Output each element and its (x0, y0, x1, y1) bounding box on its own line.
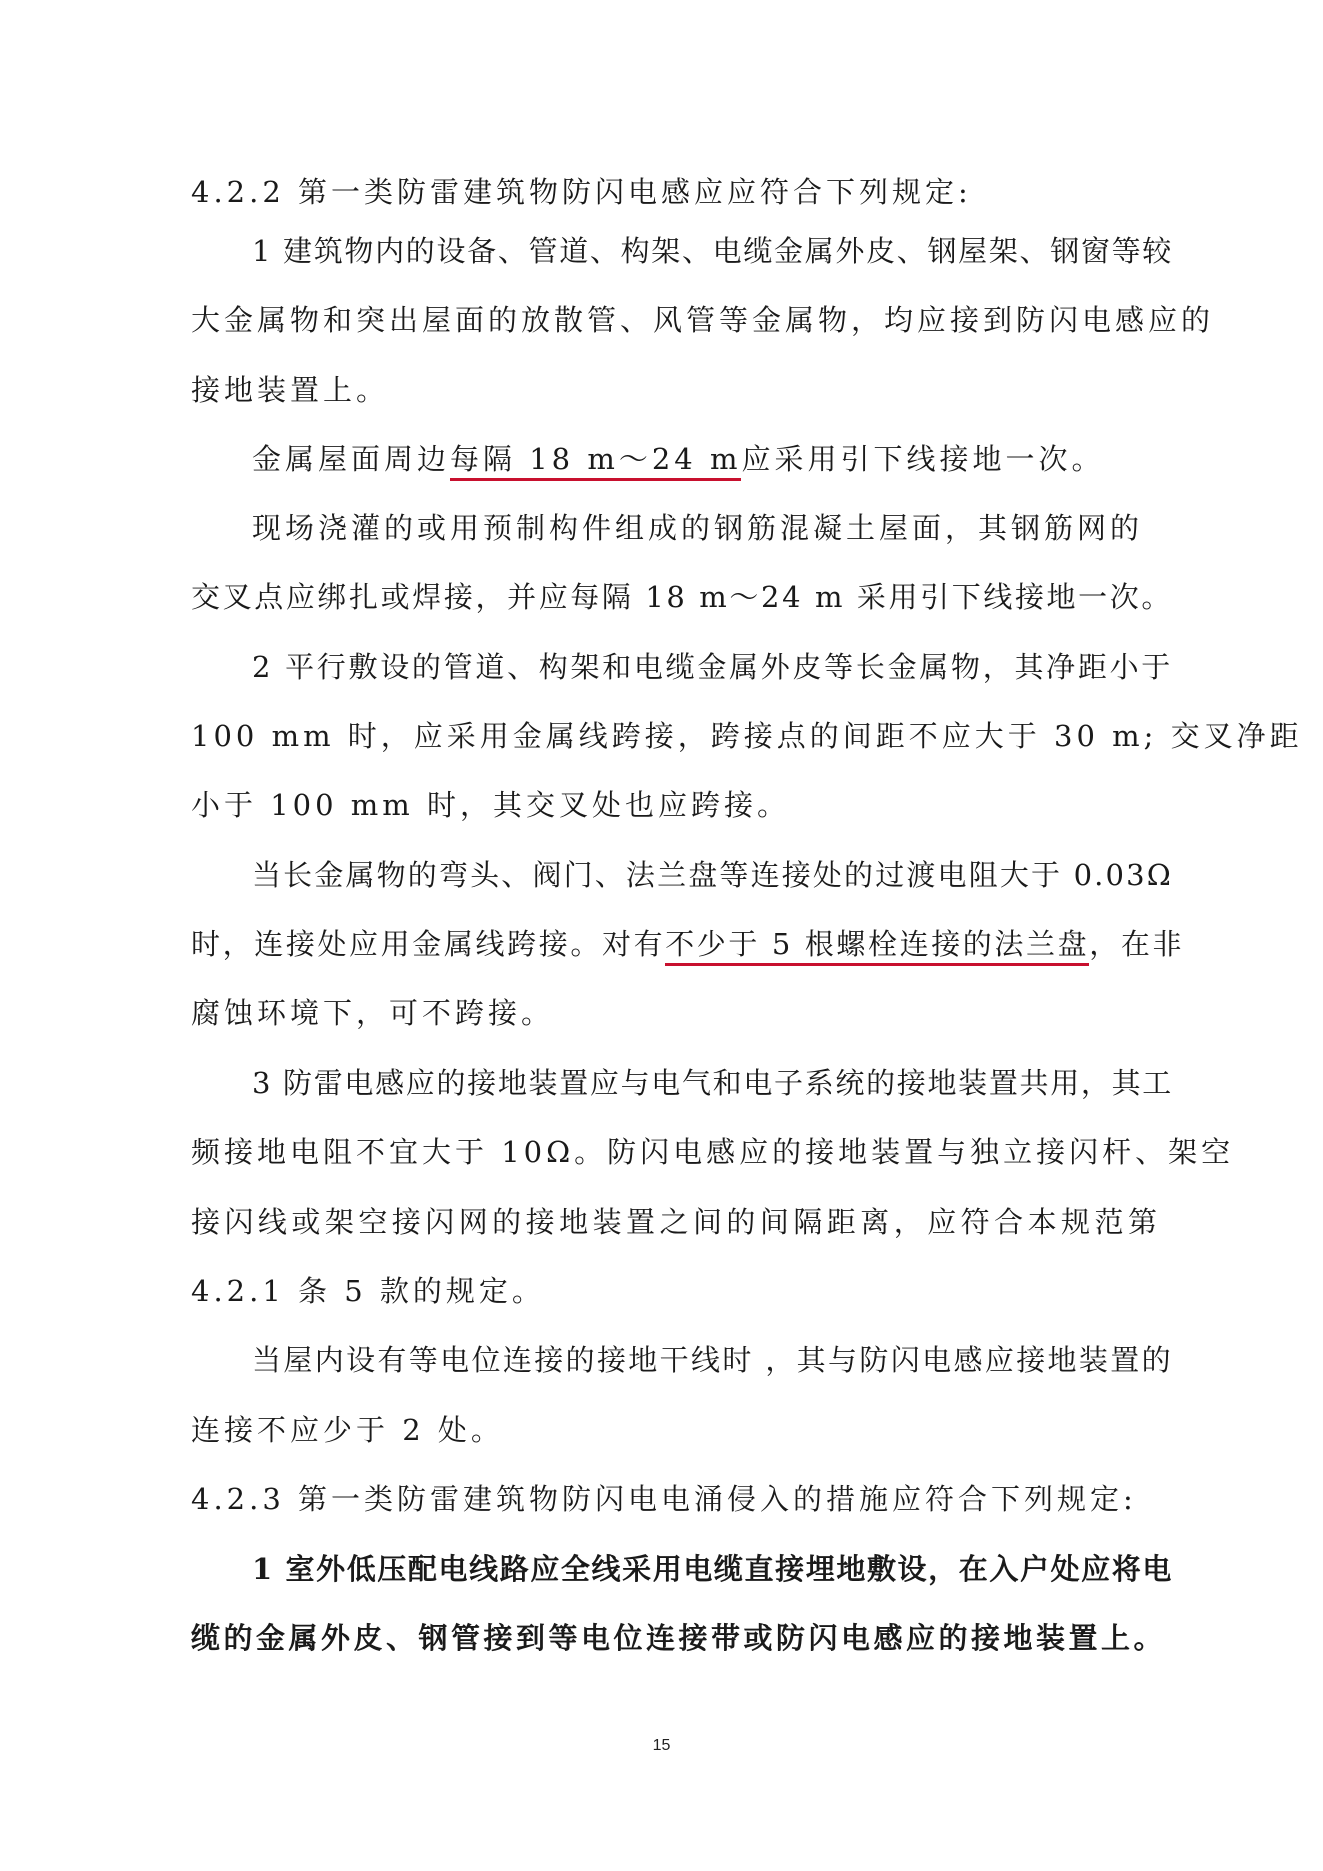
underlined-text: 每隔 18 m～24 m (450, 442, 741, 481)
paragraph-line: 1 建筑物内的设备、管道、构架、电缆金属外皮、钢屋架、钢窗等较 (252, 234, 1173, 268)
paragraph-line: 接地装置上。 (191, 373, 390, 407)
underlined-text: 不少于 5 根螺栓连接的法兰盘 (665, 927, 1089, 966)
text-segment: ，在非 (1089, 927, 1185, 961)
paragraph-line: 当长金属物的弯头、阀门、法兰盘等连接处的过渡电阻大于 0.03Ω (252, 858, 1173, 892)
paragraph-line: 大金属物和突出屋面的放散管、风管等金属物，均应接到防闪电感应的 (191, 303, 1215, 337)
bold-paragraph-line: 1 室外低压配电线路应全线采用电缆直接埋地敷设，在入户处应将电 (252, 1552, 1173, 1586)
paragraph-line-underlined (191, 924, 1184, 964)
paragraph-line: 连接不应少于 2 处。 (191, 1413, 504, 1447)
clause-heading-4-2-2: 4.2.2 第一类防雷建筑物防闪电感应应符合下列规定: (191, 175, 972, 209)
clause-heading-4-2-3: 4.2.3 第一类防雷建筑物防闪电电涌侵入的措施应符合下列规定: (191, 1482, 1137, 1516)
page-number: 15 (652, 1737, 671, 1754)
bold-paragraph-line: 缆的金属外皮、钢管接到等电位连接带或防闪电感应的接地装置上。 (191, 1621, 1167, 1655)
text-segment: 时，连接处应用金属线跨接。对有 (191, 927, 666, 961)
paragraph-line: 100 mm 时，应采用金属线跨接，跨接点的间距不应大于 30 m; 交叉净距 (191, 719, 1303, 753)
paragraph-line: 现场浇灌的或用预制构件组成的钢筋混凝土屋面，其钢筋网的 (252, 511, 1144, 545)
paragraph-line: 频接地电阻不宜大于 10Ω。防闪电感应的接地装置与独立接闪杆、架空 (191, 1135, 1235, 1169)
text-segment: 应采用引下线接地一次。 (741, 442, 1105, 476)
paragraph-line: 2 平行敷设的管道、构架和电缆金属外皮等长金属物，其净距小于 (252, 650, 1173, 684)
paragraph-line: 当屋内设有等电位连接的接地干线时 ，其与防闪电感应接地装置的 (252, 1343, 1173, 1377)
paragraph-line: 小于 100 mm 时，其交叉处也应跨接。 (191, 788, 791, 822)
text-segment: 金属屋面周边 (252, 442, 451, 476)
paragraph-line-underlined (252, 439, 1105, 479)
paragraph-line: 4.2.1 条 5 款的规定。 (191, 1274, 545, 1308)
paragraph-line: 交叉点应绑扎或焊接，并应每隔 18 m～24 m 采用引下线接地一次。 (191, 580, 1173, 614)
paragraph-line: 3 防雷电感应的接地装置应与电气和电子系统的接地装置共用，其工 (252, 1066, 1173, 1100)
paragraph-line: 腐蚀环境下，可不跨接。 (191, 996, 555, 1030)
paragraph-line: 接闪线或架空接闪网的接地装置之间的间隔距离，应符合本规范第 (191, 1205, 1161, 1239)
